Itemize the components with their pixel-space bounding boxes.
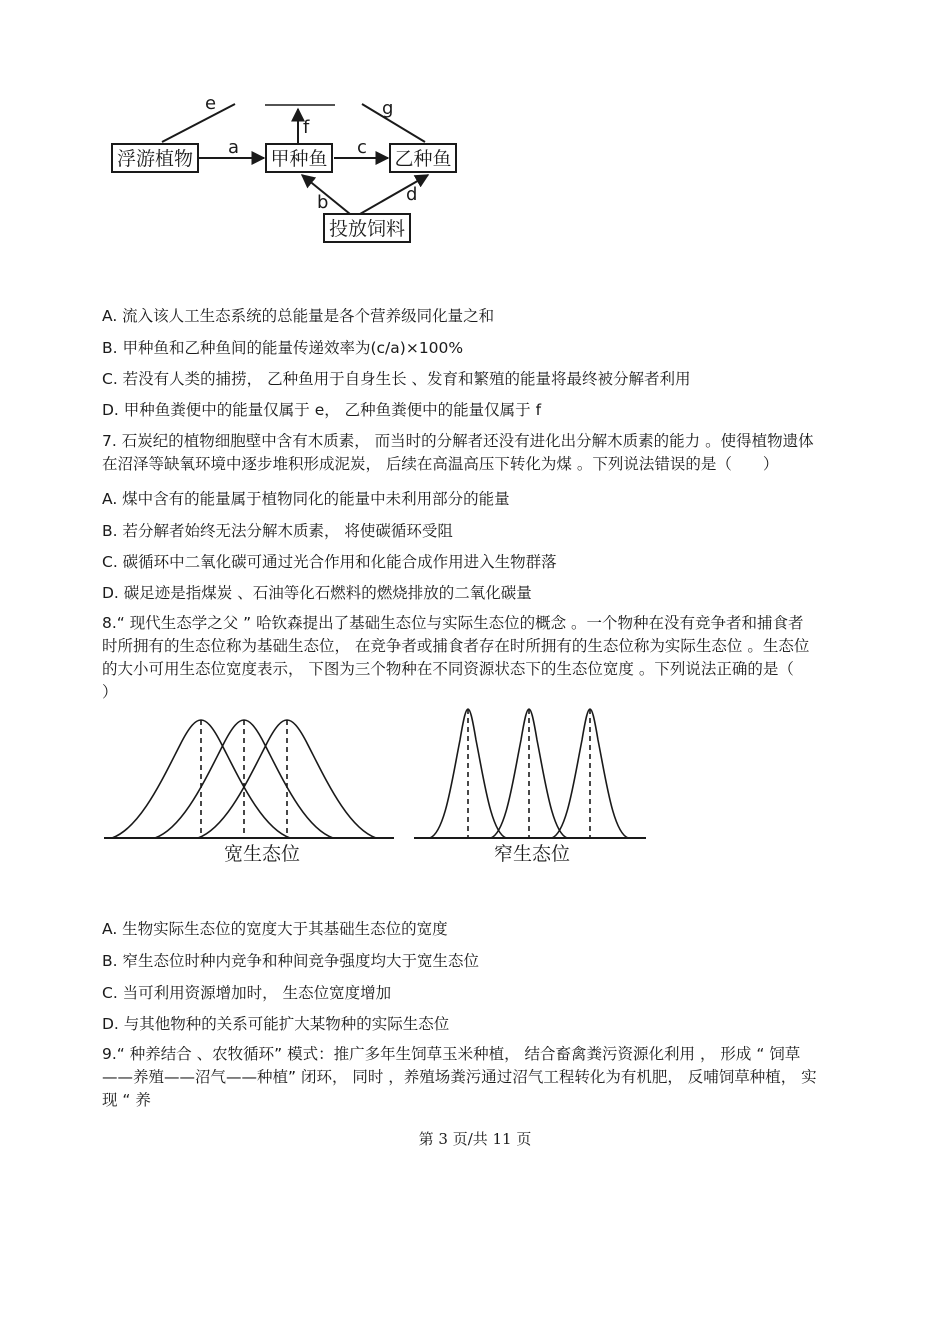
q6-option-b: B. 甲种鱼和乙种鱼间的能量传递效率为(c/a)×100% — [102, 339, 464, 357]
q8-option-b: B. 窄生态位时种内竞争和种间竞争强度均大于宽生态位 — [102, 952, 479, 970]
q9-stem-line: ——养殖——沼气——种植” 闭环， 同时 ，养殖场粪污通过沼气工程转化为有机肥， 反哺饲草种植， 实 — [102, 1068, 817, 1086]
label-f: f — [303, 117, 310, 138]
arrow-e — [162, 104, 235, 142]
q8-option-c: C. 当可利用资源增加时， 生态位宽度增加 — [102, 984, 392, 1002]
node-fish-b: 乙种鱼 — [394, 148, 452, 170]
label-e: e — [205, 96, 217, 114]
q6-option-c: C. 若没有人类的捕捞， 乙种鱼用于自身生长 、发育和繁殖的能量将最终被分解者利用 — [102, 370, 691, 388]
q8-stem-line: 8.“ 现代生态学之父 ” 哈钦森提出了基础生态位与实际生态位的概念 。一个物种在没有竞争者和捕食者 — [102, 614, 804, 632]
q8-stem-line: 的大小可用生态位宽度表示， 下图为三个物种在不同资源状态下的生态位宽度 。下列说法正确的是（ — [102, 660, 794, 678]
q8-option-a: A. 生物实际生态位的宽度大于其基础生态位的宽度 — [102, 920, 448, 938]
q7-option-d: D. 碳足迹是指煤炭 、石油等化石燃料的燃烧排放的二氧化碳量 — [102, 584, 532, 602]
q9-stem — [102, 1043, 847, 1112]
label-d: d — [406, 184, 418, 205]
q7-option-b: B. 若分解者始终无法分解木质素， 将使碳循环受阻 — [102, 522, 453, 540]
label-a: a — [228, 137, 240, 158]
q7-stem-line: 在沼泽等缺氧环境中逐步堆积形成泥炭， 后续在高温高压下转化为煤 。下列说法错误的是（ ） — [102, 455, 779, 473]
label-c: c — [357, 137, 367, 158]
label-g: g — [382, 98, 394, 119]
q6-option-a: A. 流入该人工生态系统的总能量是各个营养级同化量之和 — [102, 307, 495, 325]
node-fish-a: 甲种鱼 — [270, 148, 328, 170]
q6-option-d: D. 甲种鱼粪便中的能量仅属于 e， 乙种鱼粪便中的能量仅属于 f — [102, 401, 542, 419]
q7-option-a: A. 煤中含有的能量属于植物同化的能量中未利用部分的能量 — [102, 490, 510, 508]
q8-option-d: D. 与其他物种的关系可能扩大某物种的实际生态位 — [102, 1015, 450, 1033]
arrow-d — [360, 175, 428, 214]
q9-stem-line: 现 “ 养 — [102, 1091, 151, 1109]
node-feed: 投放饲料 — [328, 218, 406, 240]
wide-niche-label: 宽生态位 — [223, 843, 301, 865]
q8-stem — [102, 612, 847, 704]
q7-stem-line: 7. 石炭纪的植物细胞壁中含有木质素， 而当时的分解者还没有进化出分解木质素的能力 。使得植物遗体 — [102, 432, 814, 450]
q8-stem-line: 时所拥有的生态位称为基础生态位， 在竞争者或捕食者存在时所拥有的生态位称为实际生态位 。生态位 — [102, 637, 810, 655]
q8-stem-line: ） — [102, 683, 118, 701]
niche-width-figure — [100, 700, 660, 880]
label-b: b — [317, 192, 329, 213]
q7-option-c: C. 碳循环中二氧化碳可通过光合作用和化能合成作用进入生物群落 — [102, 553, 557, 571]
arrow-g — [362, 104, 425, 142]
q9-stem-line: 9.“ 种养结合 、农牧循环” 模式：推广多年生饲草玉米种植， 结合畜禽粪污资源化利用 ， 形成 “ 饲草 — [102, 1045, 801, 1063]
narrow-niche-label: 窄生态位 — [493, 843, 571, 865]
q7-stem — [102, 430, 847, 476]
energy-flow-diagram — [100, 96, 480, 256]
node-plankton: 浮游植物 — [116, 148, 194, 170]
page-footer: 第 3 页/共 11 页 — [418, 1130, 532, 1148]
